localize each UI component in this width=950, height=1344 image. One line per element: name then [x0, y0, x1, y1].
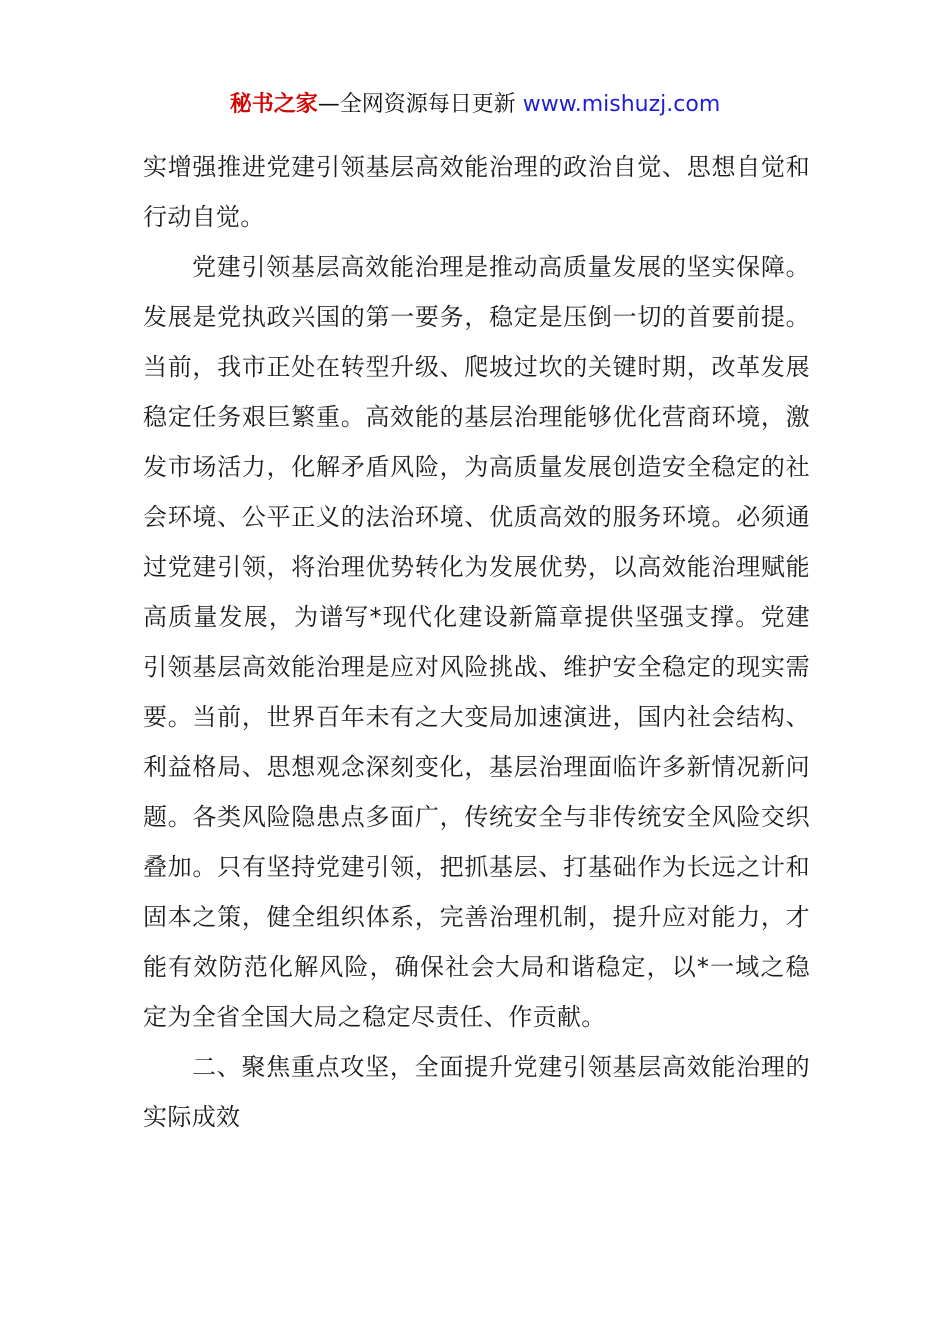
site-tagline: —全网资源每日更新	[317, 92, 523, 117]
paragraph-continuation: 实增强推进党建引领基层高效能治理的政治自觉、思想自觉和行动自觉。	[143, 153, 810, 231]
site-brand: 秘书之家	[229, 92, 318, 117]
document-body	[143, 142, 810, 1142]
site-url-link[interactable]: www.mishuzj.com	[522, 92, 721, 117]
section-heading: 二、聚焦重点攻坚，全面提升党建引领基层高效能治理的实际成效	[143, 1053, 810, 1131]
site-header	[0, 88, 950, 122]
paragraph-main: 党建引领基层高效能治理是推动高质量发展的坚实保障。发展是党执政兴国的第一要务，稳定是压倒一切的首要前提。当前，我市正处在转型升级、爬坡过坎的关键时期，改革发展稳定任务艰巨繁重。高效能的基层治理能够优化营商环境，激发市场活力，化解矛盾风险，为高质量发展创造安全稳定的社会环境、公平正义的法治环境、优质高效的服务环境。必须通过党建引领，将治理优势转化为发展优势，以高效能治理赋能高质量发展，为谱写*现代化建设新篇章提供坚强支撑。党建引领基层高效能治理是应对风险挑战、维护安全稳定的现实需要。当前，世界百年未有之大变局加速演进，国内社会结构、利益格局、思想观念深刻变化，基层治理面临许多新情况新问题。各类风险隐患点多面广，传统安全与非传统安全风险交织叠加。只有坚持党建引领，把抓基层、打基础作为长远之计和固本之策，健全组织体系，完善治理机制，提升应对能力，才能有效防范化解风险，确保社会大局和谐稳定，以*一域之稳定为全省全国大局之稳定尽责任、作贡献。	[143, 253, 810, 1031]
